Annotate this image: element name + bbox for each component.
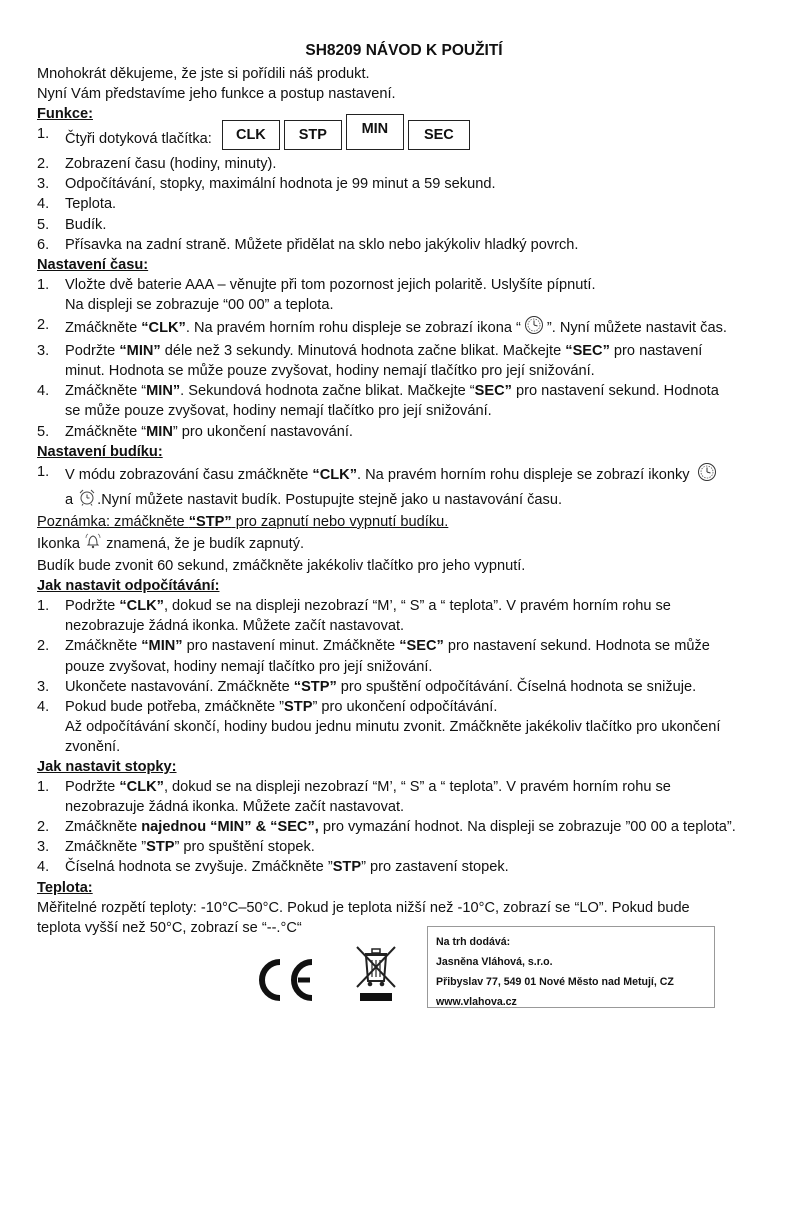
list-item: 2. Zmáčkněte “MIN” pro nastavení minut. Zmáčkněte “SEC” pro nastavení sekund. Hodnota se může pouze zvyšovat, hodiny nemají tlačítko pro její snižování. xyxy=(37,638,710,675)
list-item: 2. Zmáčkněte najednou “MIN” & “SEC”, pro vymazání hodnot. Na displeji se zobrazuje ”00 00 a teplota”. xyxy=(37,819,736,836)
key-clk: CLK xyxy=(222,120,280,150)
list-item: 1. Podržte “CLK”, dokud se na displeji nezobrazí “M’, “ S” a “ teplota”. V pravém horním rohu se nezobrazuje žádná ikonka. Můžete začít nastavovat. xyxy=(37,779,671,816)
supplier-address: Přibyslav 77, 549 01 Nové Město nad Metují, CZ xyxy=(436,976,674,988)
bell-icon xyxy=(84,532,102,556)
key-stp: STP xyxy=(284,120,342,150)
temperature-text-1: Měřitelné rozpětí teploty: -10°C–50°C. Pokud je teplota nižší než -10°C, zobrazí se “LO”. Pokud bude xyxy=(37,899,690,916)
intro-line-2: Nyní Vám představíme jeho funkce a postup nastavení. xyxy=(37,86,396,103)
supplier-label: Na trh dodává: xyxy=(436,936,511,948)
list-item: 3. Podržte “MIN” déle než 3 sekundy. Minutová hodnota začne blikat. Mačkejte “SEC” pro nastavení minut. Hodnota se může pouze zvyšovat, hodiny nemají tlačítko pro její snižování. xyxy=(37,343,703,380)
section-heading-cas: Nastavení času: xyxy=(37,256,149,273)
weee-bin-icon xyxy=(354,943,398,1010)
touch-keys xyxy=(222,120,470,150)
clock-icon xyxy=(694,462,720,488)
key-sec: SEC xyxy=(408,120,470,150)
list-item: 1. V módu zobrazování času zmáčkněte “CLK”. Na pravém horním rohu displeje se zobrazí ikonky a .Nyní můžete nastavit budík. Postupujte stejně jako u nastavování času. xyxy=(37,462,777,512)
list-item: 4. Zmáčkněte “MIN”. Sekundová hodnota začne blikat. Mačkejte “SEC” pro nastavení sekund. Hodnota se může pouze zvyšovat, hodiny nemají tlačítko pro její snižování. xyxy=(37,383,719,420)
list-item: 4. Pokud bude potřeba, zmáčkněte ”STP” pro ukončení odpočítávání. Až odpočítávání skončí, hodiny budou jednu minutu zvonit. Zmáčkněte jakékoliv tlačítko pro ukončení zvonění. xyxy=(37,698,721,755)
ce-mark-logo xyxy=(258,958,318,1007)
section-heading-budik: Nastavení budíku: xyxy=(37,443,163,460)
list-item: 1. Čtyři dotyková tlačítka: CLK STP MIN SEC xyxy=(37,124,777,154)
alarm-clock-icon xyxy=(77,488,97,512)
intro-line-1: Mnohokrát děkujeme, že jste si pořídili náš produkt. xyxy=(37,66,370,82)
list-item: 2. Zobrazení času (hodiny, minuty). xyxy=(37,156,277,173)
section-heading-teplota: Teplota: xyxy=(37,879,93,896)
clock-icon xyxy=(521,315,547,341)
section-heading-stopky: Jak nastavit stopky: xyxy=(37,759,177,775)
alarm-note: Poznámka: zmáčkněte “STP” pro zapnutí nebo vypnutí budíku. xyxy=(37,513,449,530)
list-item: 1. Podržte “CLK”, dokud se na displeji nezobrazí “M’, “ S” a “ teplota”. V pravém horním rohu se nezobrazuje žádná ikonka. Můžete začít nastavovat. xyxy=(37,598,671,635)
supplier-website: www.vlahova.cz xyxy=(436,996,517,1008)
list-item: 2. Zmáčkněte “CLK”. Na pravém horním rohu displeje se zobrazí ikona “ ”. Nyní můžete nastavit čas. xyxy=(37,315,777,341)
key-min: MIN xyxy=(346,114,404,150)
list-item: 4. Číselná hodnota se zvyšuje. Zmáčkněte ”STP” pro zastavení stopek. xyxy=(37,859,509,876)
list-item: 3. Ukončete nastavování. Zmáčkněte “STP” pro spuštění odpočítávání. Číselná hodnota se snižuje. xyxy=(37,678,697,695)
list-item: 5. Budík. xyxy=(37,216,107,233)
list-item: 6. Přísavka na zadní straně. Můžete přidělat na sklo nebo jakýkoliv hladký povrch. xyxy=(37,236,579,253)
alarm-ring-line: Budík bude zvonit 60 sekund, zmáčkněte jakékoliv tlačítko pro jeho vypnutí. xyxy=(37,558,526,575)
list-item: 3. Odpočítávání, stopky, maximální hodnota je 99 minut a 59 sekund. xyxy=(37,176,496,193)
manual-body xyxy=(37,64,777,938)
page-title: SH8209 NÁVOD K POUŽITÍ xyxy=(305,42,503,59)
supplier-name: Jasněna Vláhová, s.r.o. xyxy=(436,956,553,968)
section-heading-funkce: Funkce: xyxy=(37,106,93,123)
temperature-text-2: teplota vyšší než 50°C, zobrazí se “--.°C“ xyxy=(37,919,302,936)
list-item: 1. Vložte dvě baterie AAA – věnujte při tom pozornost jejich polaritě. Uslyšíte pípnutí. Na displeji se zobrazuje “00 00” a teplota. xyxy=(37,276,596,313)
section-heading-odpocet: Jak nastavit odpočítávání: xyxy=(37,578,220,595)
list-item: 4. Teplota. xyxy=(37,196,117,213)
list-item: 3. Zmáčkněte ”STP” pro spuštění stopek. xyxy=(37,839,315,856)
alarm-icon-line: Ikonka znamená, že je budík zapnutý. xyxy=(37,532,777,556)
supplier-box xyxy=(427,926,715,1008)
list-item: 5. Zmáčkněte “MIN” pro ukončení nastavování. xyxy=(37,423,353,440)
